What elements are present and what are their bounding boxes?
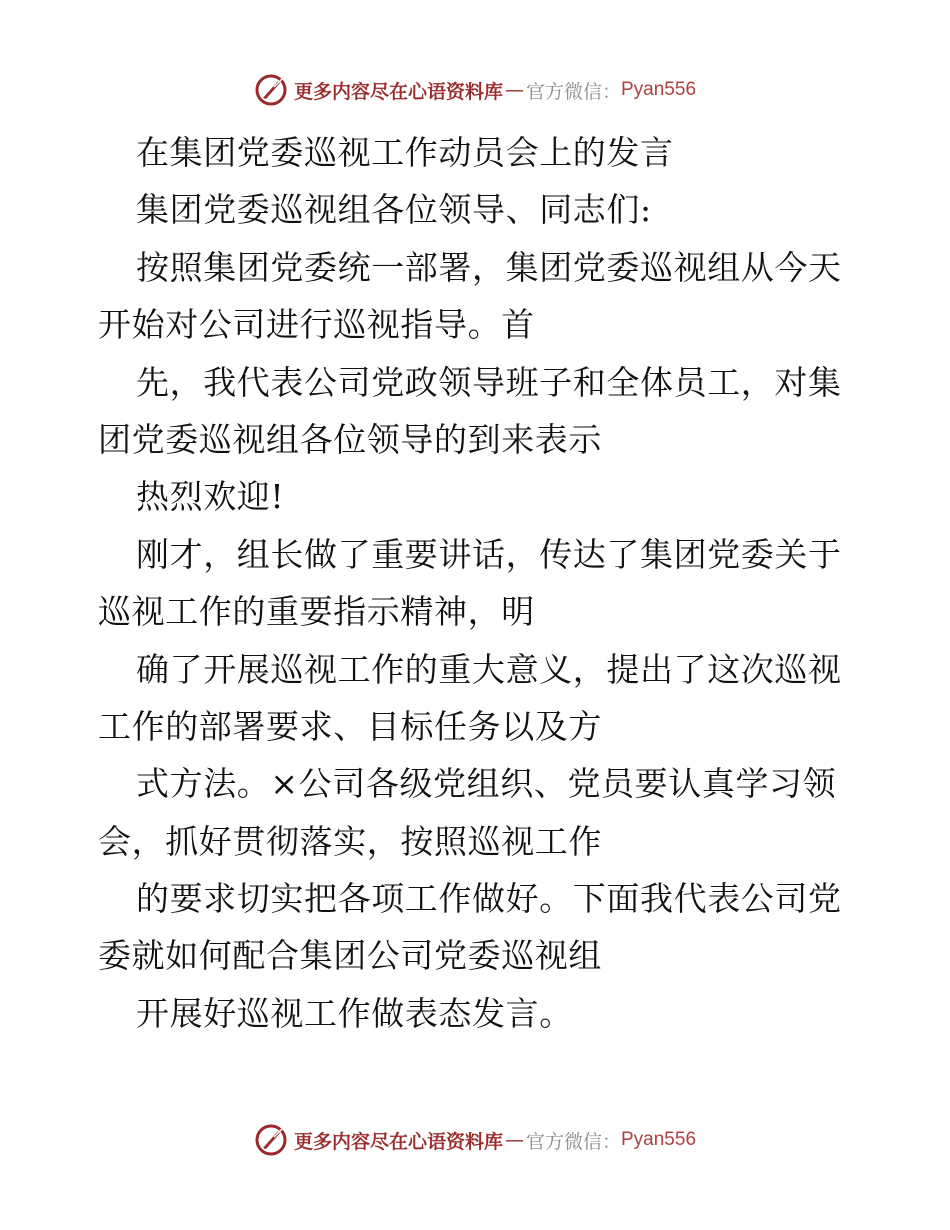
header-banner	[0, 70, 950, 110]
banner-wechat-id: Pyan556	[621, 79, 697, 100]
banner-wechat-id: Pyan556	[621, 1129, 697, 1150]
body-line: 团党委巡视组各位领导的到来表示	[98, 419, 602, 459]
quill-circle-icon	[254, 73, 288, 107]
banner-brand-text: 更多内容尽在心语资料库	[293, 1130, 503, 1153]
body-line: 确了开展巡视工作的重大意义，提出了这次巡视	[136, 649, 842, 689]
body-line: 式方法。×公司各级党组织、党员要认真学习领	[136, 764, 837, 804]
body-line: 热烈欢迎!	[136, 477, 285, 517]
body-line: 开始对公司进行巡视指导。首	[98, 305, 535, 345]
body-line: 工作的部署要求、目标任务以及方	[98, 706, 602, 746]
body-line: 巡视工作的重要指示精神，明	[98, 592, 535, 632]
body-line: 刚才，组长做了重要讲话，传达了集团党委关于	[136, 534, 842, 574]
quill-circle-icon	[254, 1123, 288, 1157]
banner-separator: —	[504, 79, 524, 101]
banner-wechat-label: 官方微信：	[525, 80, 621, 103]
body-line: 的要求切实把各项工作做好。下面我代表公司党	[136, 879, 842, 919]
banner-wechat-label: 官方微信：	[525, 1130, 621, 1153]
document-title: 在集团党委巡视工作动员会上的发言	[136, 133, 674, 172]
body-line: 按照集团党委统一部署，集团党委巡视组从今天	[136, 247, 842, 287]
body-line: 先，我代表公司党政领导班子和全体员工，对集	[136, 362, 842, 402]
body-line: 会，抓好贯彻落实，按照巡视工作	[98, 821, 602, 861]
banner-brand-text: 更多内容尽在心语资料库	[293, 80, 503, 103]
document-body	[98, 124, 858, 1042]
banner-separator: —	[504, 1129, 524, 1151]
body-line: 委就如何配合集团公司党委巡视组	[98, 936, 602, 976]
footer-banner	[0, 1120, 950, 1160]
body-line: 开展好巡视工作做表态发言。	[136, 993, 573, 1033]
salutation-line: 集团党委巡视组各位领导、同志们:	[136, 190, 652, 230]
